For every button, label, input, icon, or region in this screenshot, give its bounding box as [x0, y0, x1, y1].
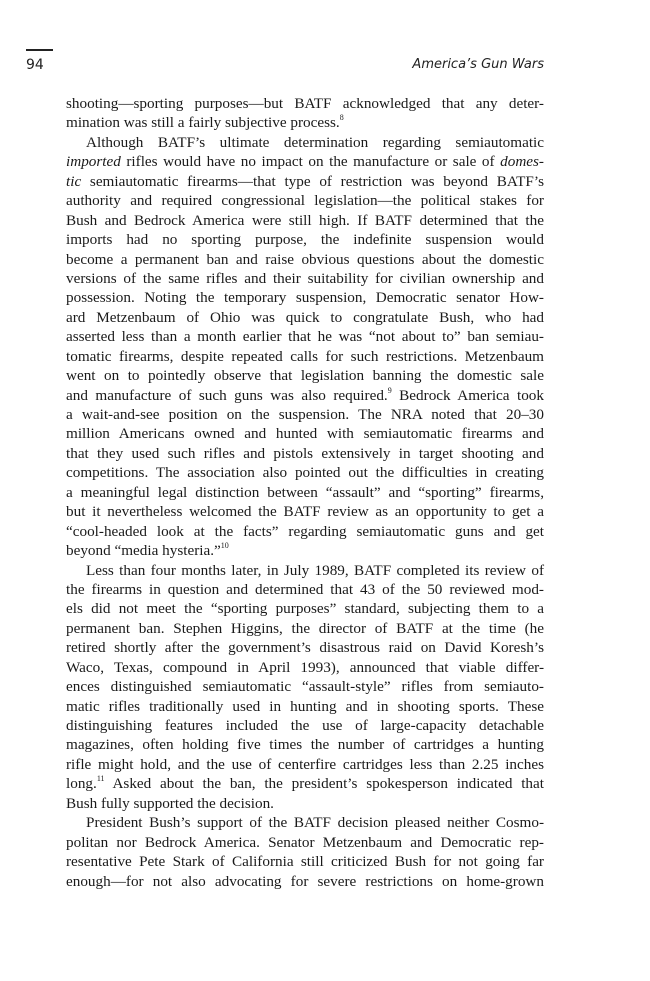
text-line: Bush fully supported the decision. — [66, 794, 274, 812]
paragraph-3 — [66, 561, 544, 814]
text-line: the firearms in question and determined that 43 of the 50 reviewed mod- — [66, 580, 544, 598]
body-text — [66, 94, 544, 891]
text-line: resentative Pete Stark of California still criticized Bush for not going far — [66, 853, 544, 871]
text-line: Less than four months later, in July 1989, BATF completed its review of — [86, 561, 544, 579]
text-line: matic rifles traditionally used in hunting and in shooting sports. These — [66, 697, 544, 715]
footnote-ref: 10 — [220, 541, 229, 550]
text-line: permanent ban. Stephen Higgins, the director of BATF at the time (he — [66, 619, 544, 637]
text-line: Although BATF’s ultimate determination regarding semiautomatic — [86, 133, 544, 151]
text-run: mination was still a fairly subjective process. — [66, 114, 340, 132]
text-line: tomatic firearms, despite repeated calls for such restrictions. Metzenbaum — [66, 347, 544, 365]
text-run: rifles would have no impact on the manufacture or sale of — [120, 153, 501, 171]
text-line: magazines, often holding five times the number of cartridges a hunting — [66, 736, 544, 754]
text-line — [66, 386, 544, 405]
footnote-ref: 9 — [387, 385, 392, 395]
text-line: enough—for not also advocating for severe restrictions on home-grown — [66, 872, 544, 890]
text-line: shooting—sporting purposes—but BATF acknowledged that any deter- — [66, 95, 544, 112]
page-number: 94 — [26, 57, 44, 73]
emphasis: tic — [66, 172, 82, 190]
text-line: that they used such rifles and pistols extensively in target shooting and — [66, 444, 544, 462]
running-head: America’s Gun Wars — [412, 57, 544, 72]
text-run: Bedrock America took — [391, 386, 544, 404]
text-line: possession. Noting the temporary suspension, Democratic senator How- — [66, 289, 544, 307]
text-line: but it nevertheless welcomed the BATF review as an opportunity to get a — [66, 503, 544, 521]
paragraph-1 — [66, 94, 544, 133]
text-line — [66, 113, 544, 132]
text-line: become a permanent ban and raise obvious questions about the domestic — [66, 250, 544, 268]
text-line: competitions. The association also pointed out the difficulties in creating — [66, 464, 544, 482]
text-line: President Bush’s support of the BATF decision pleased neither Cosmo- — [86, 814, 544, 832]
text-run: long. — [66, 775, 97, 793]
text-line: authority and required congressional legislation—the political stakes for — [66, 192, 544, 210]
text-line: million Americans owned and hunted with semiautomatic firearms and — [66, 425, 544, 443]
emphasis: domes- — [500, 153, 544, 171]
footnote-ref: 11 — [96, 774, 105, 784]
text-line — [66, 172, 544, 191]
text-line: a meaningful legal distinction between “assault” and “sporting” firearms, — [66, 483, 544, 501]
text-line: versions of the same rifles and their suitability for civilian ownership and — [66, 269, 544, 287]
text-run: Asked about the ban, the president’s spokesperson indicated that — [104, 775, 544, 793]
text-line: Waco, Texas, compound in April 1993), announced that viable differ- — [66, 658, 544, 676]
text-line: distinguishing features included the use of large-capacity detachable — [66, 717, 544, 734]
text-line: retired shortly after the government’s disastrous raid on David Koresh’s — [66, 639, 544, 657]
text-run: and manufacture of such guns was also required. — [66, 386, 388, 404]
text-line: went on to pointedly observe that legislation banning the domestic sale — [66, 367, 544, 385]
text-line: Bush and Bedrock America were still high. If BATF determined that the — [66, 211, 544, 229]
text-line: politan nor Bedrock America. Senator Metzenbaum and Democratic rep- — [66, 833, 544, 851]
text-line: ences distinguished semiautomatic “assault-style” rifles from semiauto- — [66, 678, 544, 696]
emphasis: imported — [66, 153, 121, 171]
text-run: semiautomatic firearms—that type of restriction was beyond BATF’s — [81, 172, 544, 190]
footnote-ref: 8 — [339, 113, 344, 123]
header-rule — [26, 49, 53, 51]
text-run: beyond “media hysteria.” — [66, 542, 221, 560]
paragraph-4 — [66, 813, 544, 891]
text-line: asserted less than a month earlier that he was “not about to” ban semiau- — [66, 328, 544, 346]
text-line: imports had no sporting purpose, the indefinite suspension would — [66, 231, 544, 249]
text-line — [66, 541, 544, 560]
text-line — [66, 774, 544, 793]
text-line: rifle might hold, and the use of centerfire cartridges less than 2.25 inches — [66, 755, 544, 773]
paragraph-2 — [66, 133, 544, 561]
text-line: ard Metzenbaum of Ohio was quick to congratulate Bush, who had — [66, 308, 544, 326]
text-line: “cool-headed look at the facts” regarding semiautomatic guns and get — [66, 522, 544, 540]
text-line: a wait-and-see position on the suspension. The NRA noted that 20–30 — [66, 406, 544, 423]
text-line — [66, 152, 544, 171]
text-line: els did not meet the “sporting purposes” standard, subjecting them to a — [66, 600, 544, 618]
